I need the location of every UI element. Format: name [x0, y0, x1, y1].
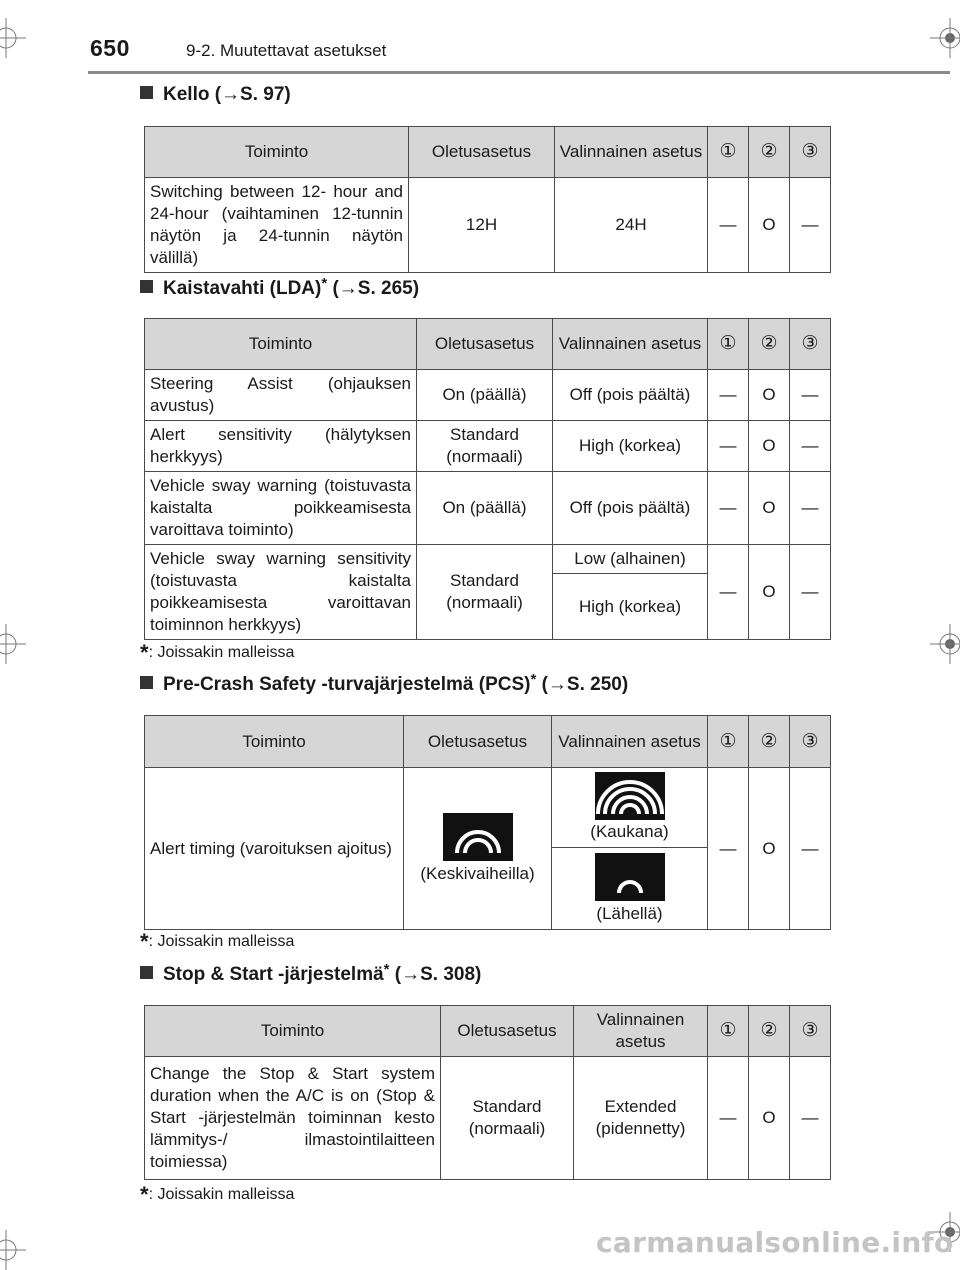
page-header	[88, 30, 950, 74]
cell-optional: Off (pois päältä)	[553, 370, 708, 421]
cell-default: Standard (normaali)	[417, 421, 553, 472]
col-header-3: ③	[790, 319, 831, 370]
optional-b-caption: (Lähellä)	[596, 903, 663, 923]
col-header-1: ①	[708, 127, 749, 178]
cell-c3: —	[790, 545, 831, 640]
cell-optional-b	[552, 848, 708, 930]
col-header-function: Toiminto	[145, 716, 404, 768]
section-heading-pcs: Pre-Crash Safety -turvajärjestelmä (PCS)* (→S. 250)	[140, 674, 628, 696]
cell-function: Vehicle sway warning sensitivity (toistuvasta kaistalta poikkeamisesta varoittavan toiminnon herkkyys)	[145, 545, 417, 640]
table-row	[145, 178, 831, 273]
optional-a-caption: (Kaukana)	[590, 822, 669, 841]
page-number: 650	[90, 35, 130, 61]
header-rule	[88, 71, 950, 74]
section-heading-clock: Kello (→S. 97)	[140, 84, 291, 106]
bullet-square-icon	[140, 280, 153, 293]
col-header-2: ②	[749, 716, 790, 768]
cell-default: On (päällä)	[417, 370, 553, 421]
cell-function: Change the Stop & Start system duration when the A/C is on (Stop & Start -järjestelmän toiminnan kesto lämmitys-/ ilmastointilaitteen toimiessa)	[145, 1057, 441, 1180]
cell-default: On (päällä)	[417, 472, 553, 545]
cell-default: Standard (normaali)	[417, 545, 553, 640]
footnote: *: Joissakin malleissa	[140, 1182, 295, 1207]
cell-c3: —	[790, 768, 831, 930]
table-header-row	[145, 1006, 831, 1057]
pcs-timing-middle-icon	[443, 813, 513, 861]
col-header-function: Toiminto	[145, 127, 409, 178]
cell-c2: O	[749, 421, 790, 472]
cell-function: Steering Assist (ohjauksen avustus)	[145, 370, 417, 421]
bullet-square-icon	[140, 86, 153, 99]
cell-optional-a	[552, 768, 708, 848]
registration-crosshair-icon	[930, 624, 960, 664]
col-header-1: ①	[708, 1006, 749, 1057]
pcs-timing-far-icon	[595, 772, 665, 820]
cell-optional-a: Low (alhainen)	[553, 545, 708, 574]
bullet-square-icon	[140, 676, 153, 689]
section-heading-stop-start: Stop & Start -järjestelmä* (→S. 308)	[140, 964, 481, 986]
cell-c1: —	[708, 370, 749, 421]
cell-c2: O	[749, 768, 790, 930]
cell-default	[404, 768, 552, 930]
cell-function: Alert sensitivity (hälytyksen herkkyys)	[145, 421, 417, 472]
cell-optional: Extended (pidennetty)	[574, 1057, 708, 1180]
cell-c1: —	[708, 472, 749, 545]
cell-optional: Off (pois päältä)	[553, 472, 708, 545]
col-header-2: ②	[749, 1006, 790, 1057]
default-caption: (Keskivaiheilla)	[420, 863, 535, 883]
cell-c2: O	[749, 1057, 790, 1180]
col-header-optional: Valinnainen asetus	[574, 1006, 708, 1057]
footnote: *: Joissakin malleissa	[140, 640, 295, 665]
col-header-3: ③	[790, 716, 831, 768]
settings-table-stop-start	[144, 1005, 831, 1180]
table-row	[145, 768, 831, 848]
table-row	[145, 370, 831, 421]
cell-c1: —	[708, 768, 749, 930]
col-header-optional: Valinnainen asetus	[553, 319, 708, 370]
col-header-default: Oletusasetus	[404, 716, 552, 768]
pcs-timing-near-icon	[595, 853, 665, 901]
cell-c3: —	[790, 370, 831, 421]
col-header-default: Oletusasetus	[417, 319, 553, 370]
col-header-function: Toiminto	[145, 319, 417, 370]
settings-table-clock	[144, 126, 831, 273]
col-header-optional: Valinnainen asetus	[555, 127, 708, 178]
cell-c3: —	[790, 1057, 831, 1180]
cell-optional-b: High (korkea)	[553, 574, 708, 640]
cell-default: 12H	[409, 178, 555, 273]
table-row	[145, 472, 831, 545]
settings-table-lda	[144, 318, 831, 640]
table-row	[145, 421, 831, 472]
table-header-row	[145, 127, 831, 178]
cell-optional: High (korkea)	[553, 421, 708, 472]
cell-c3: —	[790, 178, 831, 273]
cell-optional: 24H	[555, 178, 708, 273]
cell-function: Vehicle sway warning (toistuvasta kaistalta poikkeamisesta varoittava toiminto)	[145, 472, 417, 545]
cell-c2: O	[749, 178, 790, 273]
cell-c2: O	[749, 472, 790, 545]
cell-c1: —	[708, 1057, 749, 1180]
col-header-3: ③	[790, 1006, 831, 1057]
cell-c3: —	[790, 421, 831, 472]
col-header-optional: Valinnainen asetus	[552, 716, 708, 768]
settings-table-pcs	[144, 715, 831, 930]
table-header-row	[145, 716, 831, 768]
cell-function: Alert timing (varoituksen ajoitus)	[145, 768, 404, 930]
col-header-default: Oletusasetus	[409, 127, 555, 178]
section-heading-lda: Kaistavahti (LDA)* (→S. 265)	[140, 278, 419, 300]
cell-c1: —	[708, 421, 749, 472]
bullet-square-icon	[140, 966, 153, 979]
col-header-1: ①	[708, 716, 749, 768]
cell-c1: —	[708, 178, 749, 273]
col-header-1: ①	[708, 319, 749, 370]
col-header-3: ③	[790, 127, 831, 178]
cell-function: Switching between 12- hour and 24-hour (vaihtaminen 12-tunnin näytön ja 24-tunnin näytön välillä)	[145, 178, 409, 273]
footnote: *: Joissakin malleissa	[140, 929, 295, 954]
registration-crosshair-icon	[0, 18, 26, 58]
table-row	[145, 1057, 831, 1180]
chapter-title: 9-2. Muutettavat asetukset	[186, 41, 387, 60]
cell-c2: O	[749, 370, 790, 421]
table-header-row	[145, 319, 831, 370]
watermark: carmanualsonline.info	[596, 1226, 954, 1259]
col-header-function: Toiminto	[145, 1006, 441, 1057]
cell-c3: —	[790, 472, 831, 545]
table-row	[145, 545, 831, 574]
cell-c2: O	[749, 545, 790, 640]
registration-crosshair-icon	[0, 1230, 26, 1270]
cell-default: Standard (normaali)	[441, 1057, 574, 1180]
col-header-2: ②	[749, 127, 790, 178]
col-header-default: Oletusasetus	[441, 1006, 574, 1057]
registration-crosshair-icon	[0, 624, 26, 664]
col-header-2: ②	[749, 319, 790, 370]
cell-c1: —	[708, 545, 749, 640]
